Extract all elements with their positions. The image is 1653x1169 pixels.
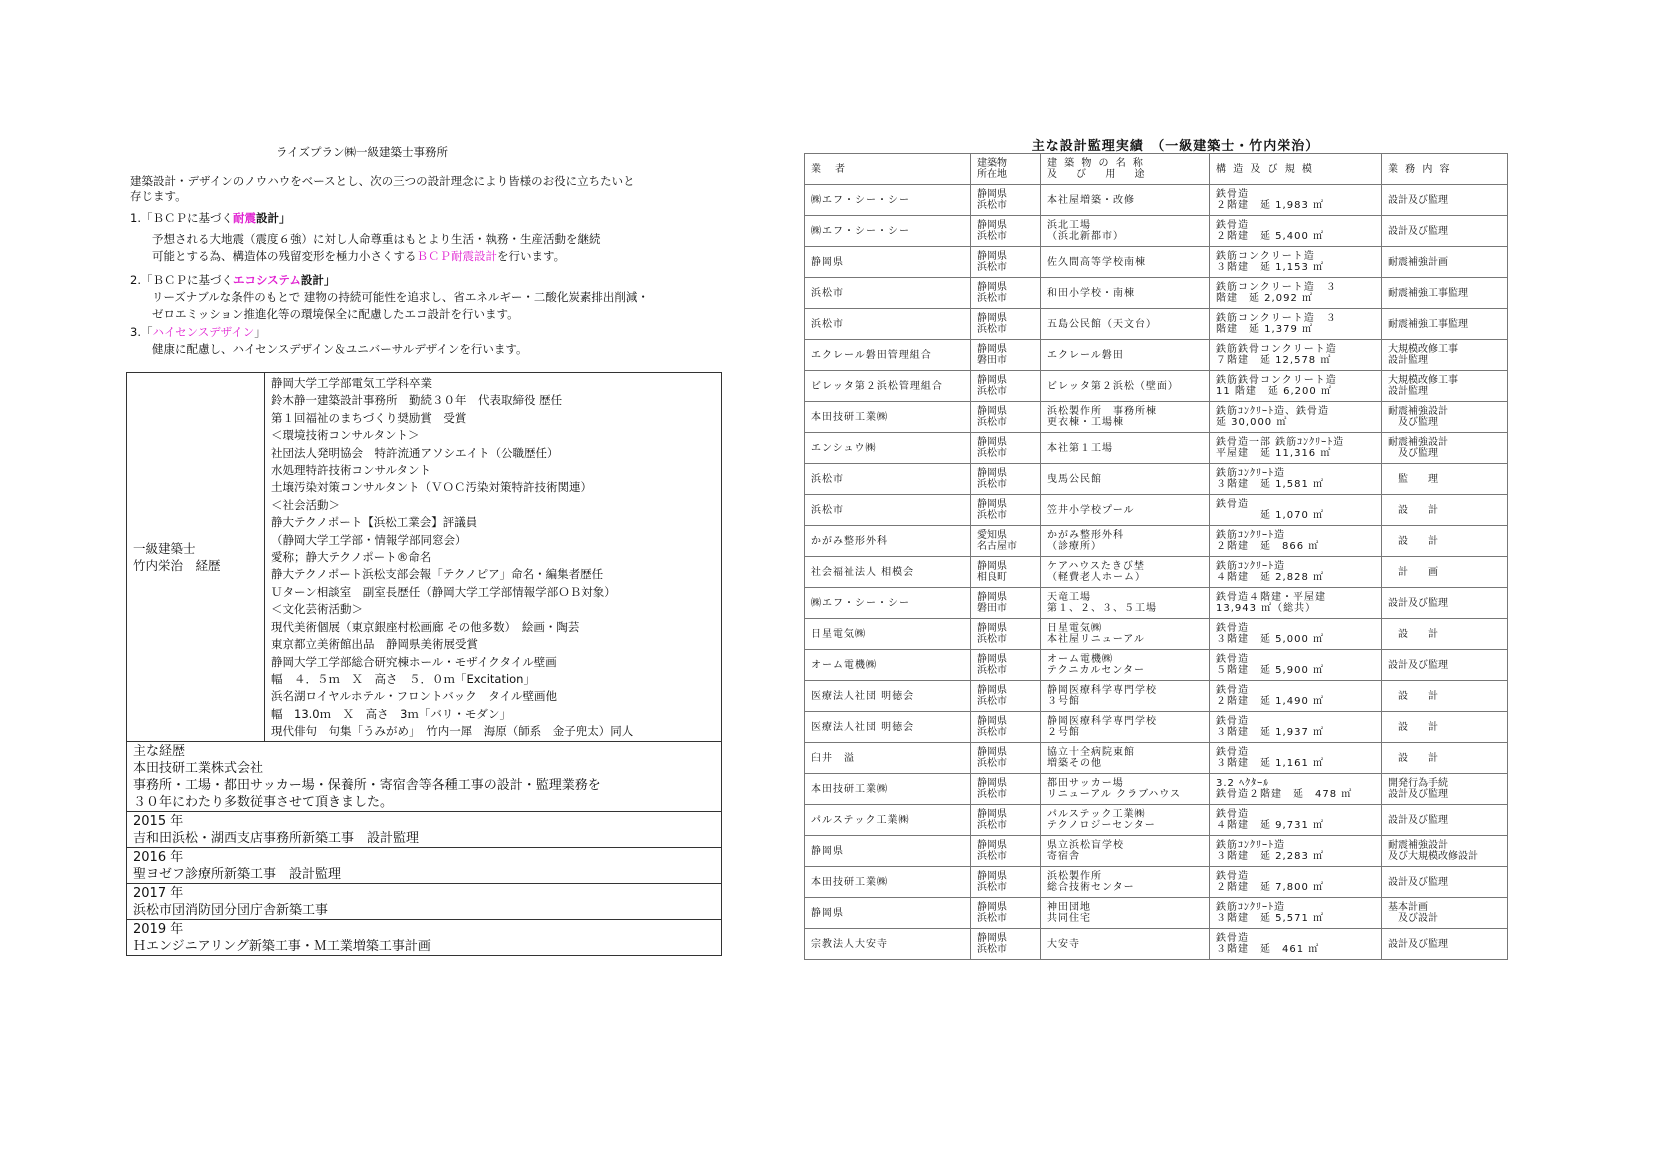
bio-line: 水処理特許技術コンサルタント [271,463,431,478]
office-title: ライズプラン㈱一級建築士事務所 [276,145,449,159]
cell-structure: 鉄筋ｺﾝｸﾘｰﾄ造、鉄骨造 延 30,000 ㎡ [1210,402,1382,433]
cell-location: 静岡県 磐田市 [971,340,1041,371]
principle-3-body: 健康に配慮し、ハイセンスデザイン＆ユニバーサルデザインを行います。 [152,342,528,356]
cell-location: 静岡県 浜松市 [971,774,1041,805]
bio-line: 現代俳句 句集「うみがめ」 竹内一犀 海原（師系 金子兜太）同人 [271,724,634,739]
cell-client: 本田技研工業㈱ [805,774,971,805]
table-row [805,712,1508,743]
cell-structure: 鉄筋鉄骨コンクリート造 11 階建 延 6,200 ㎡ [1210,371,1382,402]
cell-work: 設 計 [1382,743,1508,774]
table-row [805,929,1508,960]
cell-client: 浜松市 [805,464,971,495]
cell-work: 耐震補強工事監理 [1382,278,1508,309]
table-row [805,619,1508,650]
cell-building-name: 本社第１工場 [1041,433,1210,464]
cell-building-name: パルステック工業㈱ テクノロジーセンター [1041,805,1210,836]
table-row [805,774,1508,805]
cell-work: 設計及び監理 [1382,650,1508,681]
table-row [805,588,1508,619]
table-row [805,247,1508,278]
cell-location: 静岡県 浜松市 [971,185,1041,216]
table-row [805,185,1508,216]
cell-building-name: 浜松製作所 事務所棟 更衣棟・工場棟 [1041,402,1210,433]
cell-location: 静岡県 浜松市 [971,464,1041,495]
cell-work: 設計及び監理 [1382,588,1508,619]
cell-location: 静岡県 浜松市 [971,929,1041,960]
principle-1 [130,210,730,265]
cell-client: ビレッタ第２浜松管理組合 [805,371,971,402]
cell-client: ㈱エフ・シー・シー [805,185,971,216]
bio-lines [265,373,722,742]
bio-line: 第１回福祉のまちづくり奨励賞 受賞 [271,410,467,425]
cell-work: 設計及び監理 [1382,185,1508,216]
bio-line: 静大テクノポート【浜松工業会】評議員 [271,515,478,530]
cell-client: 宗教法人大安寺 [805,929,971,960]
principle-2-body: リーズナブルな条件のもとで 建物の持続可能性を追求し、省エネルギー・二酸化炭素排出削減・ ゼロエミッション推進化等の環境保全に配慮したエコ設計を行います。 [152,290,649,321]
cell-location: 静岡県 浜松市 [971,309,1041,340]
cell-work: 設計及び監理 [1382,805,1508,836]
header-location: 建築物 所在地 [971,154,1041,185]
right-page [804,135,1507,960]
cell-client: パルステック工業㈱ [805,805,971,836]
history-row [127,741,722,811]
cell-structure: 鉄筋ｺﾝｸﾘｰﾄ造 ２階建 延 866 ㎡ [1210,526,1382,557]
cell-structure: 鉄骨造 ４階建 延 9,731 ㎡ [1210,805,1382,836]
table-row [805,402,1508,433]
principle-1-heading: 1.「ＢＣＰに基づく耐震設計」 [130,211,291,225]
cell-client: 本田技研工業㈱ [805,402,971,433]
cell-location: 静岡県 浜松市 [971,371,1041,402]
cell-structure: 鉄筋ｺﾝｸﾘｰﾄ造 ４階建 延 2,828 ㎡ [1210,557,1382,588]
table-row [805,681,1508,712]
table-row [805,836,1508,867]
bio-line: 現代美術個展（東京銀座村松画廊 その他多数） 絵画・陶芸 [271,619,580,634]
intro-paragraph [130,174,720,204]
cell-structure: 鉄筋コンクリート造 ３ 階建 延 2,092 ㎡ [1210,278,1382,309]
cell-structure: 鉄骨造 ３階建 延 1,161 ㎡ [1210,743,1382,774]
cell-structure: 鉄骨造 ３階建 延 5,000 ㎡ [1210,619,1382,650]
header-structure: 構 造 及 び 規 模 [1210,154,1382,185]
bio-line: 静岡大学工学部電気工学科卒業 [271,376,432,390]
principle-1-body: 予想される大地震（震度６強）に対し人命尊重はもとより生活・執務・生産活動を継続 可能とする為、構造体の残留変形を極力小さくするＢＣＰ耐震設計を行います。 [152,232,601,263]
principle-1-highlight: 耐震 [232,211,256,225]
cell-structure: 鉄筋コンクリート造 ３階建 延 1,153 ㎡ [1210,247,1382,278]
cell-building-name: ケアハウスたきび埜 （軽費老人ホーム） [1041,557,1210,588]
cell-work: 大規模改修工事 設計監理 [1382,371,1508,402]
history-row [127,811,722,847]
cell-work: 耐震補強計画 [1382,247,1508,278]
record-title: 主な設計監理実績 （一級建築士・竹内栄治） [1031,139,1320,154]
cell-client: 静岡県 [805,836,971,867]
cell-client: 医療法人社団 明徳会 [805,681,971,712]
bio-line: 東京都立美術館出品 静岡県美術展受賞 [271,637,478,652]
record-header-row [805,154,1508,185]
cell-structure: 鉄骨造 ２階建 延 5,400 ㎡ [1210,216,1382,247]
cell-building-name: 笠井小学校プール [1041,495,1210,526]
cell-structure: 鉄骨造４階建・平屋建 13,943 ㎡（総共） [1210,588,1382,619]
cell-client: ㈱エフ・シー・シー [805,216,971,247]
record-table [804,153,1508,960]
cell-location: 静岡県 浜松市 [971,712,1041,743]
cell-client: 社会福祉法人 相模会 [805,557,971,588]
principle-2 [130,272,730,323]
history-row [127,883,722,919]
history-row [127,847,722,883]
cell-structure: 鉄筋ｺﾝｸﾘｰﾄ造 ３階建 延 2,283 ㎡ [1210,836,1382,867]
history-2017: 2017 年 浜松市団消防団分団庁舎新築工事 [127,883,722,919]
cell-location: 静岡県 浜松市 [971,650,1041,681]
header-client: 業 者 [805,154,971,185]
cell-client: 静岡県 [805,247,971,278]
principle-3-heading: 3.「ハイセンスデザイン」 [130,325,266,339]
cell-structure: 鉄骨造 延 1,070 ㎡ [1210,495,1382,526]
cell-location: 静岡県 浜松市 [971,495,1041,526]
table-row [805,743,1508,774]
bio-line: Ｕターン相談室 副室長歴任（静岡大学工学部情報学部ＯＢ対象） [271,584,616,599]
cell-work: 設 計 [1382,712,1508,743]
cell-location: 静岡県 磐田市 [971,588,1041,619]
cell-location: 静岡県 浜松市 [971,247,1041,278]
cell-client: 静岡県 [805,898,971,929]
cell-building-name: 本社屋増築・改修 [1041,185,1210,216]
table-row [805,805,1508,836]
cell-building-name: 曳馬公民館 [1041,464,1210,495]
bio-row [127,373,722,742]
cell-structure: 鉄骨造 ２階建 延 1,490 ㎡ [1210,681,1382,712]
cell-building-name: 県立浜松盲学校 寄宿舎 [1041,836,1210,867]
table-row [805,278,1508,309]
cell-client: 浜松市 [805,495,971,526]
cell-client: かがみ整形外科 [805,526,971,557]
cell-building-name: 静岡医療科学専門学校 ２号館 [1041,712,1210,743]
cell-work: 基本計画 及び設計 [1382,898,1508,929]
cell-structure: 鉄筋鉄骨コンクリート造 ７階建 延 12,578 ㎡ [1210,340,1382,371]
cell-location: 静岡県 浜松市 [971,867,1041,898]
intro-line: 建築設計・デザインのノウハウをベースとし、次の三つの設計理念により皆様のお役に立ちたいと [130,174,635,188]
cell-building-name: 神田団地 共同住宅 [1041,898,1210,929]
bio-line: ＜文化芸術活動＞ [271,602,363,617]
cell-building-name: 日星電気㈱ 本社屋リニューアル [1041,619,1210,650]
cell-work: 設計及び監理 [1382,216,1508,247]
cell-location: 静岡県 浜松市 [971,216,1041,247]
record-body [805,185,1508,960]
history-row [127,919,722,955]
history-2019: 2019 年 Ｈエンジニアリング新築工事・Ｍ工業増築工事計画 [127,919,722,955]
cell-building-name: 天竜工場 第１、２、３、５工場 [1041,588,1210,619]
principle-2-highlight: エコシステム [232,273,301,287]
bio-line: 静岡大学工学部総合研究棟ホール・モザイクタイル壁画 [271,654,557,669]
cell-work: 開発行為手続 設計及び監理 [1382,774,1508,805]
cell-client: エンシュウ㈱ [805,433,971,464]
cell-structure: 鉄骨造 ５階建 延 5,900 ㎡ [1210,650,1382,681]
table-row [805,216,1508,247]
cell-building-name: 浜北工場 （浜北新都市） [1041,216,1210,247]
cell-structure: 鉄骨造 ２階建 延 1,983 ㎡ [1210,185,1382,216]
bio-line: 社団法人発明協会 特許流通アソシエイト（公職歴任） [271,445,559,460]
cell-location: 静岡県 浜松市 [971,402,1041,433]
cell-building-name: 浜松製作所 総合技術センター [1041,867,1210,898]
cell-structure: 3.2 ﾍｸﾀｰﾙ 鉄骨造２階建 延 478 ㎡ [1210,774,1382,805]
cell-client: 本田技研工業㈱ [805,867,971,898]
table-row [805,898,1508,929]
intro-line: 存じます。 [130,189,187,203]
history-2015: 2015 年 吉和田浜松・湖西支店事務所新築工事 設計監理 [127,811,722,847]
cell-work: 耐震補強工事監理 [1382,309,1508,340]
table-row [805,867,1508,898]
table-row [805,433,1508,464]
principle-3 [130,324,730,358]
table-row [805,464,1508,495]
bio-line: （静岡大学工学部・情報学部同窓会） [271,532,467,547]
history-main: 主な経歴 本田技研工業株式会社 事務所・工場・都田サッカー場・保養所・寄宿舎等各種工事の設計・監理業務を ３０年にわたり多数従事させて頂きました。 [127,741,722,811]
cell-work: 計 画 [1382,557,1508,588]
cell-structure: 鉄骨造 ３階建 延 1,937 ㎡ [1210,712,1382,743]
cell-location: 静岡県 浜松市 [971,619,1041,650]
cell-location: 静岡県 浜松市 [971,681,1041,712]
cell-location: 静岡県 浜松市 [971,805,1041,836]
cell-work: 耐震補強設計 及び監理 [1382,433,1508,464]
cell-client: ㈱エフ・シー・シー [805,588,971,619]
cell-client: オーム電機㈱ [805,650,971,681]
cell-building-name: かがみ整形外科 （診療所） [1041,526,1210,557]
cell-structure: 鉄筋ｺﾝｸﾘｰﾄ造 ３階建 延 1,581 ㎡ [1210,464,1382,495]
bio-line: 浜名湖ロイヤルホテル・フロントバック タイル壁画他 [271,689,558,704]
cell-client: エクレール磐田管理組合 [805,340,971,371]
cell-structure: 鉄筋ｺﾝｸﾘｰﾄ造 ３階建 延 5,571 ㎡ [1210,898,1382,929]
cell-client: 医療法人社団 明徳会 [805,712,971,743]
cell-work: 設計及び監理 [1382,867,1508,898]
bio-line: 幅 ４．５ｍ Ｘ 高さ ５．０ｍ「Excitation」 [271,671,535,686]
cell-location: 静岡県 浜松市 [971,836,1041,867]
cell-building-name: ビレッタ第２浜松（壁面） [1041,371,1210,402]
cell-work: 耐震補強設計 及び大規模改修設計 [1382,836,1508,867]
cell-location: 静岡県 浜松市 [971,898,1041,929]
table-row [805,309,1508,340]
cell-building-name: 和田小学校・南棟 [1041,278,1210,309]
cell-building-name: 五島公民館（天文台） [1041,309,1210,340]
bio-label: 一級建築士 竹内栄治 経歴 [127,373,265,742]
bcp-seismic-design: ＢＣＰ耐震設計 [416,249,497,263]
cell-location: 静岡県 浜松市 [971,743,1041,774]
table-row [805,495,1508,526]
cell-building-name: 協立十全病院東館 増築その他 [1041,743,1210,774]
cell-work: 設 計 [1382,526,1508,557]
cell-building-name: 都田サッカー場 リニューアル クラブハウス [1041,774,1210,805]
cell-work: 耐震補強設計 及び監理 [1382,402,1508,433]
cell-structure: 鉄骨造 ３階建 延 461 ㎡ [1210,929,1382,960]
cell-structure: 鉄骨造一部 鉄筋ｺﾝｸﾘｰﾄ造 平屋建 延 11,316 ㎡ [1210,433,1382,464]
cell-structure: 鉄筋コンクリート造 ３ 階建 延 1,379 ㎡ [1210,309,1382,340]
table-row [805,371,1508,402]
cell-building-name: オーム電機㈱ テクニカルセンター [1041,650,1210,681]
table-row [805,340,1508,371]
header-work: 業 務 内 容 [1382,154,1508,185]
cell-work: 設計及び監理 [1382,929,1508,960]
bio-line: ＜社会活動＞ [271,497,340,512]
table-row [805,650,1508,681]
cell-work: 監 理 [1382,464,1508,495]
cell-building-name: 静岡医療科学専門学校 ３号館 [1041,681,1210,712]
principle-3-highlight: ハイセンスデザイン [152,325,255,339]
bio-line: 幅 13.0ｍ Ｘ 高さ 3ｍ「バリ・モダン」 [271,706,512,721]
cell-building-name: 佐久間高等学校南棟 [1041,247,1210,278]
bio-line: ＜環境技術コンサルタント＞ [271,428,420,443]
cell-location: 静岡県 浜松市 [971,433,1041,464]
table-row [805,557,1508,588]
cell-location: 愛知県 名古屋市 [971,526,1041,557]
bio-line: 愛称；静大テクノポート®命名 [271,550,432,565]
cell-location: 静岡県 浜松市 [971,278,1041,309]
history-2016: 2016 年 聖ヨゼフ診療所新築工事 設計監理 [127,847,722,883]
cell-work: 大規模改修工事 設計監理 [1382,340,1508,371]
bio-line: 鈴木静一建築設計事務所 勤続３０年 代表取締役 歴任 [271,393,563,408]
cell-work: 設 計 [1382,619,1508,650]
bio-line: 静大テクノポート浜松支部会報「テクノピア」命名・編集者歴任 [271,567,604,582]
table-row [805,526,1508,557]
cell-work: 設 計 [1382,495,1508,526]
cell-structure: 鉄骨造 ２階建 延 7,800 ㎡ [1210,867,1382,898]
cell-client: 浜松市 [805,309,971,340]
cell-building-name: エクレール磐田 [1041,340,1210,371]
career-table [126,372,722,956]
cell-building-name: 大安寺 [1041,929,1210,960]
cell-client: 臼井 溢 [805,743,971,774]
cell-work: 設 計 [1382,681,1508,712]
cell-client: 日星電気㈱ [805,619,971,650]
header-building-name: 建 築 物 の 名 称 及 び 用 途 [1041,154,1210,185]
cell-client: 浜松市 [805,278,971,309]
bio-line: 土壌汚染対策コンサルタント（ＶＯＣ汚染対策特許技術関連） [271,480,592,495]
cell-location: 静岡県 相良町 [971,557,1041,588]
principle-2-heading: 2.「ＢＣＰに基づくエコシステム設計」 [130,273,336,287]
